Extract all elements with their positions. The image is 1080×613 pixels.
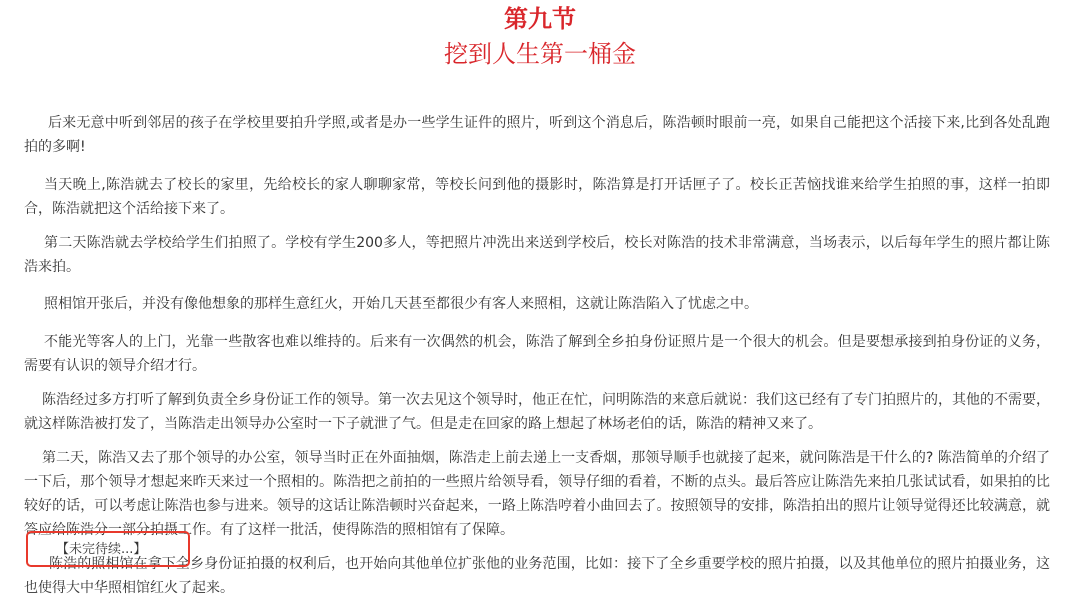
paragraph-4: 照相馆开张后，并没有像他想象的那样生意红火，开始几天甚至都很少有客人来照相，这就让陈浩陷入了忧虑之中。: [44, 296, 758, 312]
paragraph-8: 陈浩的照相馆在拿下全乡身份证拍摄的权利后，也开始向其他单位扩张他的业务范围，比如：接下了全乡重要学校的照片拍摄，以及其他单位的照片拍摄业务，这也使得大中华照相馆红火了起来。: [24, 555, 1050, 596]
section-title: 第九节: [504, 5, 576, 33]
paragraph-3: 第二天陈浩就去学校给学生们拍照了。学校有学生200多人，等把照片冲洗出来送到学校后，校长对陈浩的技术非常满意，当场表示，以后每年学生的照片都让陈浩来拍。: [24, 234, 1050, 275]
article-header: [0, 2, 1080, 72]
chapter-title: 挖到人生第一桶金: [444, 40, 636, 68]
paragraph-1: 后来无意中听到邻居的孩子在学校里要拍升学照,或者是办一些学生证件的照片，听到这个消息后，陈浩顿时眼前一亮，如果自己能把这个活接下来,比到各处乱跑拍的多啊!: [24, 115, 1050, 155]
paragraph-6: 陈浩经过多方打听了解到负责全乡身份证工作的领导。第一次去见这个领导时，他正在忙，问明陈浩的来意后就说：我们这已经有了专门拍照片的，其他的不需要，就这样陈浩被打发了，当陈浩走出领导办公室时一下子就泄了气。但是走在回家的路上想起了林场老伯的话，陈浩的精神又来了。: [24, 391, 1050, 432]
to-be-continued-highlight: [26, 531, 190, 567]
paragraph-5: 不能光等客人的上门，光靠一些散客也难以维持的。后来有一次偶然的机会，陈浩了解到全乡拍身份证照片是一个很大的机会。但是要想承接到拍身份证的义务，需要有认识的领导介绍才行。: [24, 333, 1050, 374]
paragraph-2: 当天晚上,陈浩就去了校长的家里，先给校长的家人聊聊家常，等校长问到他的摄影时，陈浩算是打开话匣子了。校长正苦恼找谁来给学生拍照的事，这样一拍即合，陈浩就把这个活给接下来了。: [24, 176, 1050, 217]
to-be-continued-label: 【未完待续...】: [56, 542, 147, 557]
paragraph-7: 第二天，陈浩又去了那个领导的办公室，领导当时正在外面抽烟，陈浩走上前去递上一支香烟，那领导顺手也就接了起来，就问陈浩是干什么的? 陈浩简单的介绍了一下后，那个领导才想起来昨天来过一个照相的。陈浩把之前拍的一些照片给领导看，领导仔细的看着，不断的点头。最后答应让陈浩先来拍几张试试看，如果拍的比较好的话，可以考虑让陈浩也参与进来。领导的这话让陈浩顿时兴奋起来，一路上陈浩哼着小曲回去了。按照领导的安排，陈浩拍出的照片让领导觉得还比较满意，就答应给陈浩分一部分拍摄工作。有了这样一批活，使得陈浩的照相馆有了保障。: [24, 449, 1050, 538]
